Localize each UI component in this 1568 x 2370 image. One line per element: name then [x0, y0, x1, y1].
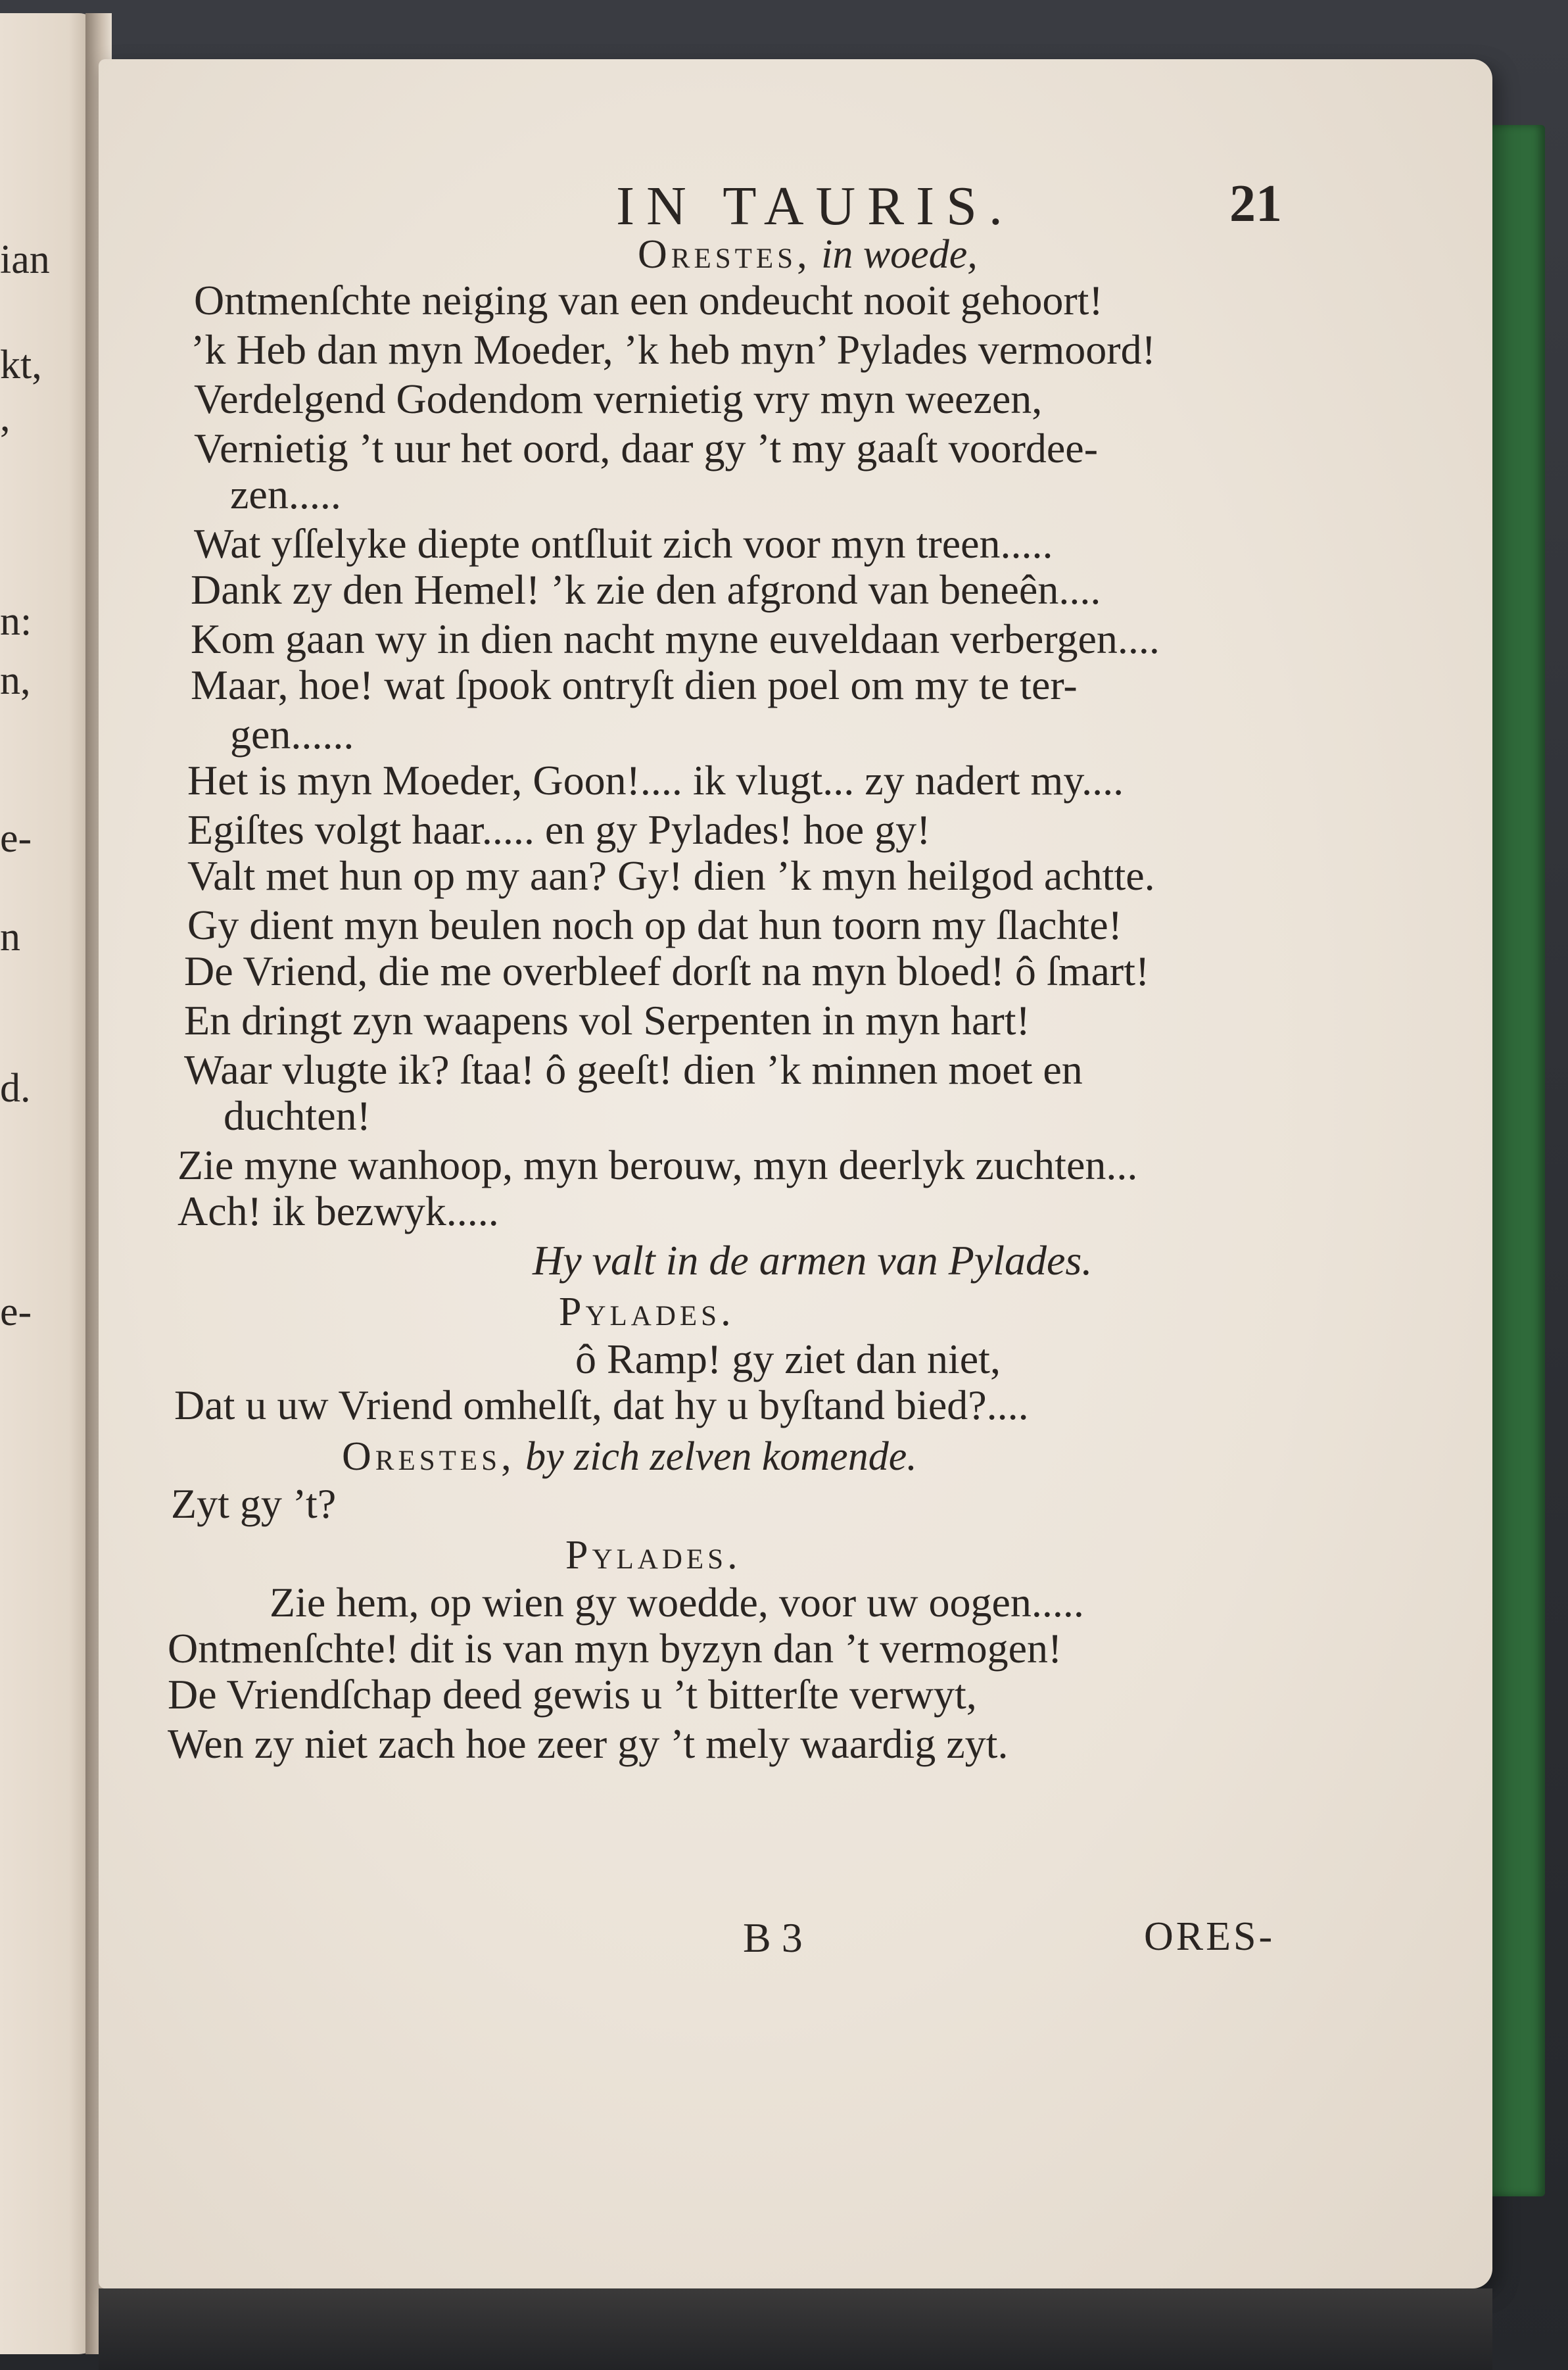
verse-line: En dringt zyn waapens vol Serpenten in myn hart! — [184, 997, 1030, 1044]
verse-line: Verdelgend Godendom vernietig vry myn weezen, — [194, 375, 1043, 422]
verse-line: Waar vlugte ik? ſtaa! ô geeſt! dien ’k minnen moet en — [184, 1046, 1083, 1093]
verse-line: Ontmenſchte! dit is van myn byzyn dan ’t vermogen! — [168, 1625, 1062, 1672]
stage-direction: in woede, — [811, 232, 978, 277]
verse-line: Ach! ik bezwyk..... — [178, 1188, 499, 1234]
verse-line: Vernietig ’t uur het oord, daar gy ’t my gaaſt voordee- — [194, 425, 1098, 472]
verse-line: Wat yſſelyke diepte ontſluit zich voor myn treen..... — [194, 520, 1053, 567]
speaker-name: Pylades. — [559, 1290, 735, 1334]
verse-line: Wen zy niet zach hoe zeer gy ’t mely waardig zyt. — [168, 1720, 1009, 1767]
verse-line: ’k Heb dan myn Moeder, ’k heb myn’ Pylades vermoord! — [191, 326, 1156, 373]
signature-mark: B 3 — [743, 1914, 803, 1961]
verse-line: Gy dient myn beulen noch op dat hun toorn my ſlachte! — [187, 902, 1122, 948]
speaker-heading — [565, 1532, 742, 1579]
stage-direction: by zich zelven komende. — [515, 1434, 917, 1479]
verse-line: Valt met hun op my aan? Gy! dien ’k myn heilgod achtte. — [187, 852, 1155, 899]
facing-page-fragment: d. — [0, 1066, 31, 1111]
facing-page — [0, 13, 99, 2354]
speaker-heading — [342, 1434, 917, 1480]
verse-line: gen...... — [230, 711, 354, 758]
verse-line: Dat u uw Vriend omhelſt, dat hy u byſtand bied?.... — [174, 1382, 1029, 1428]
verse-line: Maar, hoe! wat ſpook ontryſt dien poel om my te ter- — [191, 662, 1078, 708]
speaker-heading — [559, 1289, 735, 1336]
book-page — [99, 59, 1492, 2288]
speaker-name: Orestes, — [342, 1434, 515, 1479]
verse-line: Kom gaan wy in dien nacht myne euveldaan verbergen.... — [191, 616, 1160, 662]
verse-line: ô Ramp! gy ziet dan niet, — [575, 1336, 1001, 1382]
verse-line: Zie myne wanhoop, myn berouw, myn deerlyk zuchten... — [178, 1142, 1138, 1188]
facing-page-fragment: n — [0, 915, 20, 959]
facing-page-fragment: n, — [0, 658, 31, 703]
page-bottom-shadow — [99, 2288, 1492, 2370]
verse-line: zen..... — [230, 471, 341, 518]
verse-line: Egiſtes volgt haar..... en gy Pylades! hoe gy! — [187, 806, 931, 853]
facing-page-fragment: n: — [0, 599, 32, 644]
stage-direction: Hy valt in de armen van Pylades. — [533, 1237, 1093, 1284]
facing-page-fragment: ian — [0, 237, 50, 282]
verse-line: Het is myn Moeder, Goon!.... ik vlugt... zy nadert my.... — [187, 757, 1124, 804]
verse-line: Ontmenſchte neiging van een ondeucht nooit gehoort! — [194, 277, 1103, 324]
speaker-name: Pylades. — [565, 1533, 742, 1578]
verse-line: Dank zy den Hemel! ’k zie den afgrond van beneên.... — [191, 566, 1101, 613]
running-title: IN TAURIS. — [616, 176, 1014, 237]
speaker-name: Orestes, — [638, 232, 811, 277]
facing-page-fragment: , — [0, 395, 11, 440]
facing-page-fragment: e- — [0, 1290, 32, 1334]
facing-page-fragment: e- — [0, 816, 32, 861]
verse-line: Zyt gy ’t? — [171, 1480, 337, 1527]
speaker-heading — [638, 231, 978, 278]
page-number: 21 — [1229, 175, 1282, 233]
verse-line: duchten! — [224, 1092, 371, 1139]
verse-line: De Vriend, die me overbleef dorſt na myn bloed! ô ſmart! — [184, 948, 1150, 994]
catchword: ORES- — [1144, 1914, 1275, 1959]
verse-line: Zie hem, op wien gy woedde, voor uw oogen..... — [270, 1579, 1084, 1626]
verse-line: De Vriendſchap deed gewis u ’t bitterſte verwyt, — [168, 1671, 977, 1718]
facing-page-fragment: kt, — [0, 343, 42, 387]
